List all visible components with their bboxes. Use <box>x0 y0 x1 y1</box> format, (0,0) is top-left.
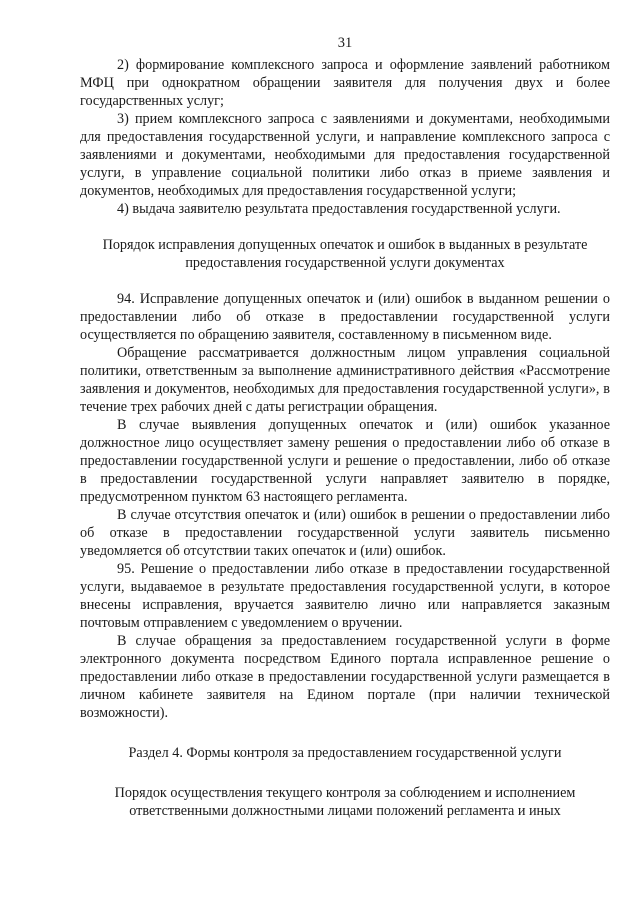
paragraph-94: 94. Исправление допущенных опечаток и (или) ошибок в выданном решении о предоставлении либо об отказе в предоставлении государственной услуги осуществляется по обращению заявителя, составленному в письменном виде. <box>80 291 610 343</box>
section-heading-corrections: Порядок исправления допущенных опечаток и ошибок в выданных в результате предоставления государственной услуги документах <box>102 237 588 271</box>
page-number: 31 <box>337 35 353 51</box>
list-item-3: 3) прием комплексного запроса с заявлениями и документами, необходимыми для предоставления государственной услуги, и направление комплексного запроса с заявлениями и документами, необходимыми для предоставления государственной услуги, в управление социальной политики либо отказ в приеме заявления и документов, необходимых для предоставления государственной услуги; <box>80 111 610 199</box>
list-item-2: 2) формирование комплексного запроса и оформление заявлений работником МФЦ при однократном обращении заявителя для получения двух и более государственных услуг; <box>80 57 610 109</box>
subsection-heading-control: Порядок осуществления текущего контроля за соблюдением и исполнением ответственными должностными лицами положений регламента и иных <box>114 785 576 819</box>
paragraph-errors-found: В случае выявления допущенных опечаток и (или) ошибок указанное должностное лицо осуществляет замену решения о предоставлении либо об отказе в предоставлении государственной услуги и решение о предоставлении, либо об отказе в предоставлении государственной услуги направляет заявителю в порядке, предусмотренном пунктом 63 настоящего регламента. <box>80 417 610 505</box>
paragraph-electronic: В случае обращения за предоставлением государственной услуги в форме электронного документа посредством Единого портала исправленное решение о предоставлении либо отказе в предоставлении государственной услуги размещается в личном кабинете заявителя на Едином портале (при наличии технической возможности). <box>80 633 610 721</box>
paragraph-95: 95. Решение о предоставлении либо отказе в предоставлении государственной услуги, выдаваемое в результате предоставления государственной услуги, в которое внесены исправления, вручается заявителю лично или направляется заказным почтовым отправлением с уведомлением о вручении. <box>80 561 610 631</box>
paragraph-no-errors: В случае отсутствия опечаток и (или) ошибок в решении о предоставлении либо об отказе в предоставлении государственной услуги заявитель письменно уведомляется об отсутствии таких опечаток и (или) ошибок. <box>80 507 610 559</box>
paragraph-review: Обращение рассматривается должностным лицом управления социальной политики, ответственным за выполнение административного действия «Рассмотрение заявления и документов, необходимых для предоставления государственной услуги», в течение трех рабочих дней с даты регистрации обращения. <box>80 345 610 415</box>
document-page <box>80 34 610 820</box>
list-item-4: 4) выдача заявителю результата предоставления государственной услуги. <box>117 201 561 217</box>
section-4-heading: Раздел 4. Формы контроля за предоставлением государственной услуги <box>128 745 562 761</box>
